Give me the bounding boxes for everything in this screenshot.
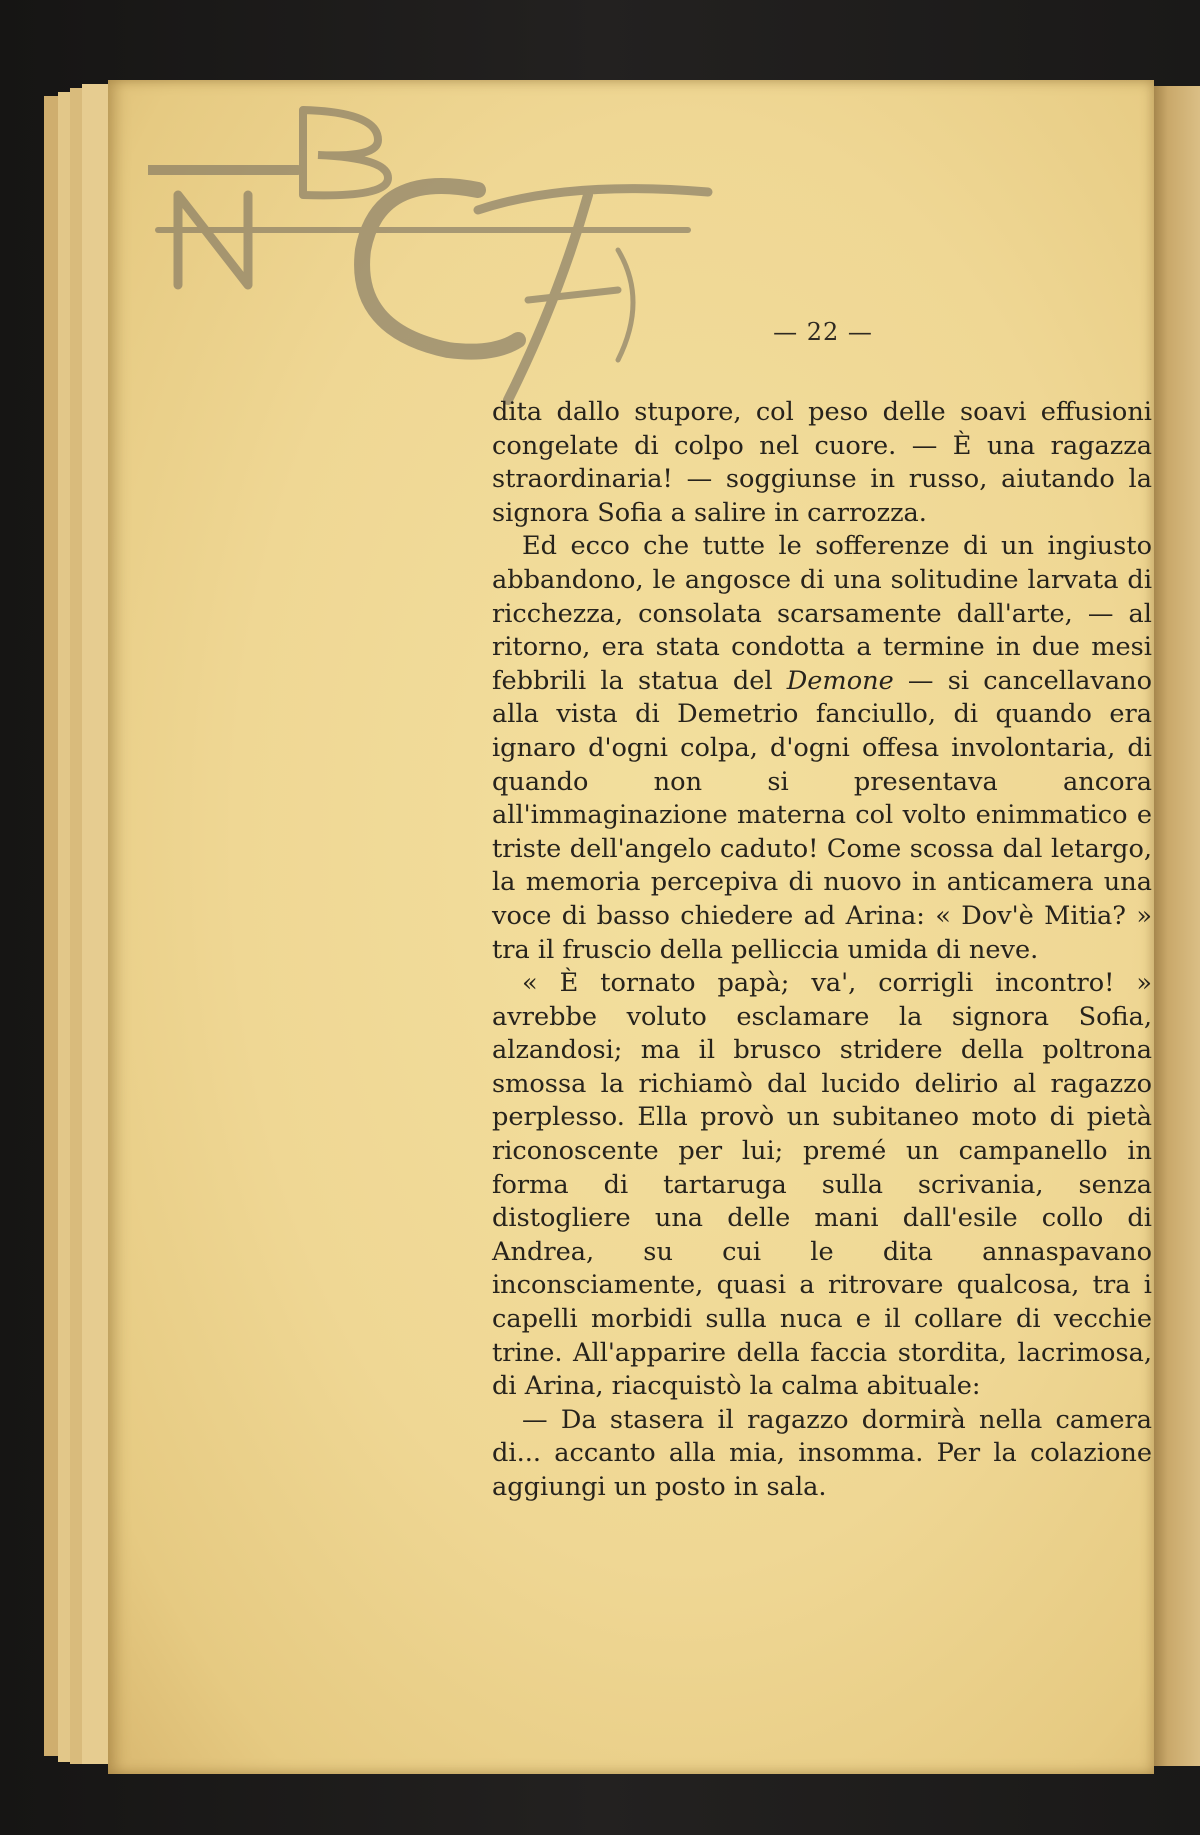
emphasis-text: Demone xyxy=(786,665,894,696)
page-number: — 22 — xyxy=(773,318,873,346)
book-page xyxy=(108,80,1154,1774)
paragraph: — Da stasera il ragazzo dormirà nella camera di... accanto alla mia, insomma. Per la colazione aggiungi un posto in sala. xyxy=(492,1404,1152,1502)
paragraph: dita dallo stupore, col peso delle soavi effusioni congelate di colpo nel cuore. — È una ragazza straordinaria! — soggiunse in russo, aiutando la signora Sofia a salire in carrozza. xyxy=(492,397,1152,528)
text-run: — si cancellavano alla vista di Demetrio fanciullo, di quando era ignaro d'ogni colpa, d'ogni offesa involontaria, di quando non si presentava ancora all'immaginazione materna col volto enimmatico e triste dell'angelo caduto! Come scossa dal letargo, la memoria percepiva di nuovo in anticamera una voce di basso chiedere ad Arina: « Dov'è Mitia? » tra il fruscio della pelliccia umida di neve. xyxy=(492,665,1152,965)
text-run: Ed ecco che tutte le sofferenze di un ingiusto abbandono, le angosce di una solitudine larvata di ricchezza, consolata scarsamente dall'arte, — al ritorno, era stata condotta a termine in due mesi febbrili la statua del xyxy=(492,531,1152,696)
paragraph xyxy=(492,530,1152,967)
library-watermark-logo xyxy=(148,100,808,430)
adjacent-page-edge xyxy=(1150,86,1200,1766)
paragraph: « È tornato papà; va', corrigli incontro! » avrebbe voluto esclamare la signora Sofia, alzandosi; ma il brusco stridere della poltrona smossa la richiamò dal lucido delirio al ragazzo perplesso. Ella provò un subitaneo moto di pietà riconoscente per lui; premé un campanello in forma di tartaruga sulla scrivania, senza distogliere una delle mani dall'esile collo di Andrea, su cui le dita annaspavano inconsciamente, quasi a ritrovare qualcosa, tra i capelli morbidi sulla nuca e il collare di vecchie trine. All'apparire della faccia stordita, lacrimosa, di Arina, riacquistò la calma abituale: xyxy=(492,968,1152,1402)
body-text xyxy=(492,396,1152,1505)
